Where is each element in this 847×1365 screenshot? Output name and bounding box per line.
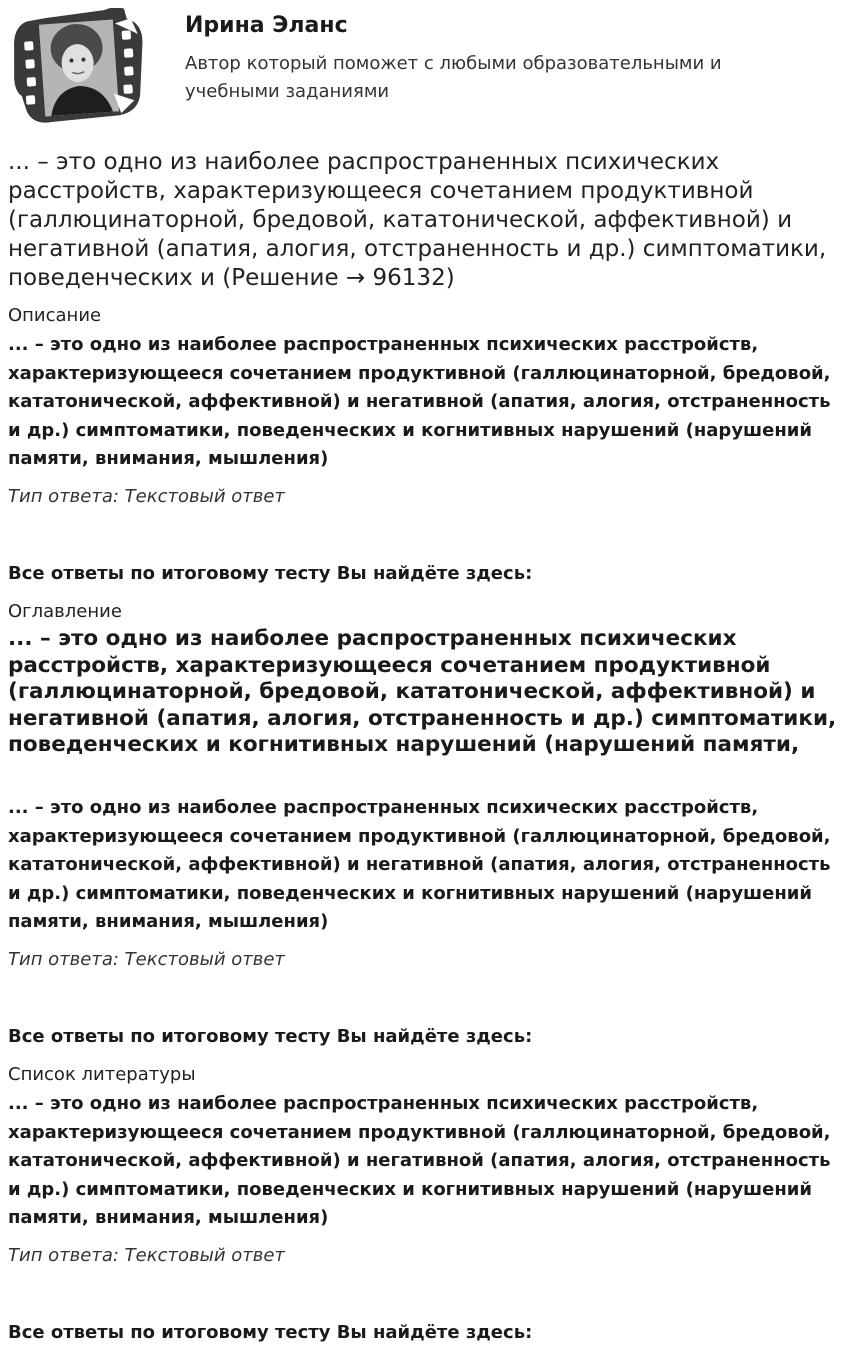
- answer-type: Тип ответа: Текстовый ответ: [8, 949, 285, 970]
- description-label: Описание: [8, 305, 102, 326]
- author-block: [0, 0, 847, 130]
- literature-text: ... – это одно из наиболее распространенных психических расстройств, характеризующееся сочетанием продуктивной (галлюцинаторной, бредовой, кататонической, аффективной) и негативной (апатия, алогия, отстраненность и др.) симптоматики, поведенческих и когнитивных нарушений (нарушений памяти, внимания, мышления): [8, 1093, 831, 1228]
- author-description: Автор который поможет с любыми образовательными и учебными заданиями: [185, 53, 722, 102]
- literature-label: Список литературы: [8, 1064, 196, 1085]
- page-title: ... – это одно из наиболее распространенных психических расстройств, характеризующееся сочетанием продуктивной (галлюцинаторной, бредовой, кататонической, аффективной) и негативной (апатия, алогия, отстраненность и др.) симптоматики, поведенческих и (Решение → 96132): [8, 149, 827, 291]
- author-name[interactable]: Ирина Эланс: [185, 13, 348, 38]
- answer-type: Тип ответа: Текстовый ответ: [8, 486, 285, 507]
- all-answers-link[interactable]: Все ответы по итоговому тесту Вы найдёте здесь:: [8, 1322, 533, 1343]
- toc-text: ... – это одно из наиболее распространенных психических расстройств, характеризующееся сочетанием продуктивной (галлюцинаторной, бредовой, кататонической, аффективной) и негативной (апатия, алогия, отстраненность и др.) симптоматики, поведенческих и когнитивных нарушений (нарушений памяти, внимания, мышления): [8, 797, 831, 932]
- answer-type: Тип ответа: Текстовый ответ: [8, 1245, 285, 1266]
- toc-heading: ... – это одно из наиболее распространенных психических расстройств, характеризующееся сочетанием продуктивной (галлюцинаторной, бредовой, кататонической, аффективной) и негативной (апатия, алогия, отстраненность и др.) симптоматики, поведенческих и когнитивных нарушений (нарушений памяти,: [8, 626, 837, 757]
- all-answers-link[interactable]: Все ответы по итоговому тесту Вы найдёте здесь:: [8, 1026, 533, 1047]
- description-text: ... – это одно из наиболее распространенных психических расстройств, характеризующееся сочетанием продуктивной (галлюцинаторной, бредовой, кататонической, аффективной) и негативной (апатия, алогия, отстраненность и др.) симптоматики, поведенческих и когнитивных нарушений (нарушений памяти, внимания, мышления): [8, 334, 831, 469]
- toc-label: Оглавление: [8, 601, 122, 622]
- all-answers-link[interactable]: Все ответы по итоговому тесту Вы найдёте здесь:: [8, 563, 533, 584]
- author-avatar[interactable]: [8, 8, 150, 128]
